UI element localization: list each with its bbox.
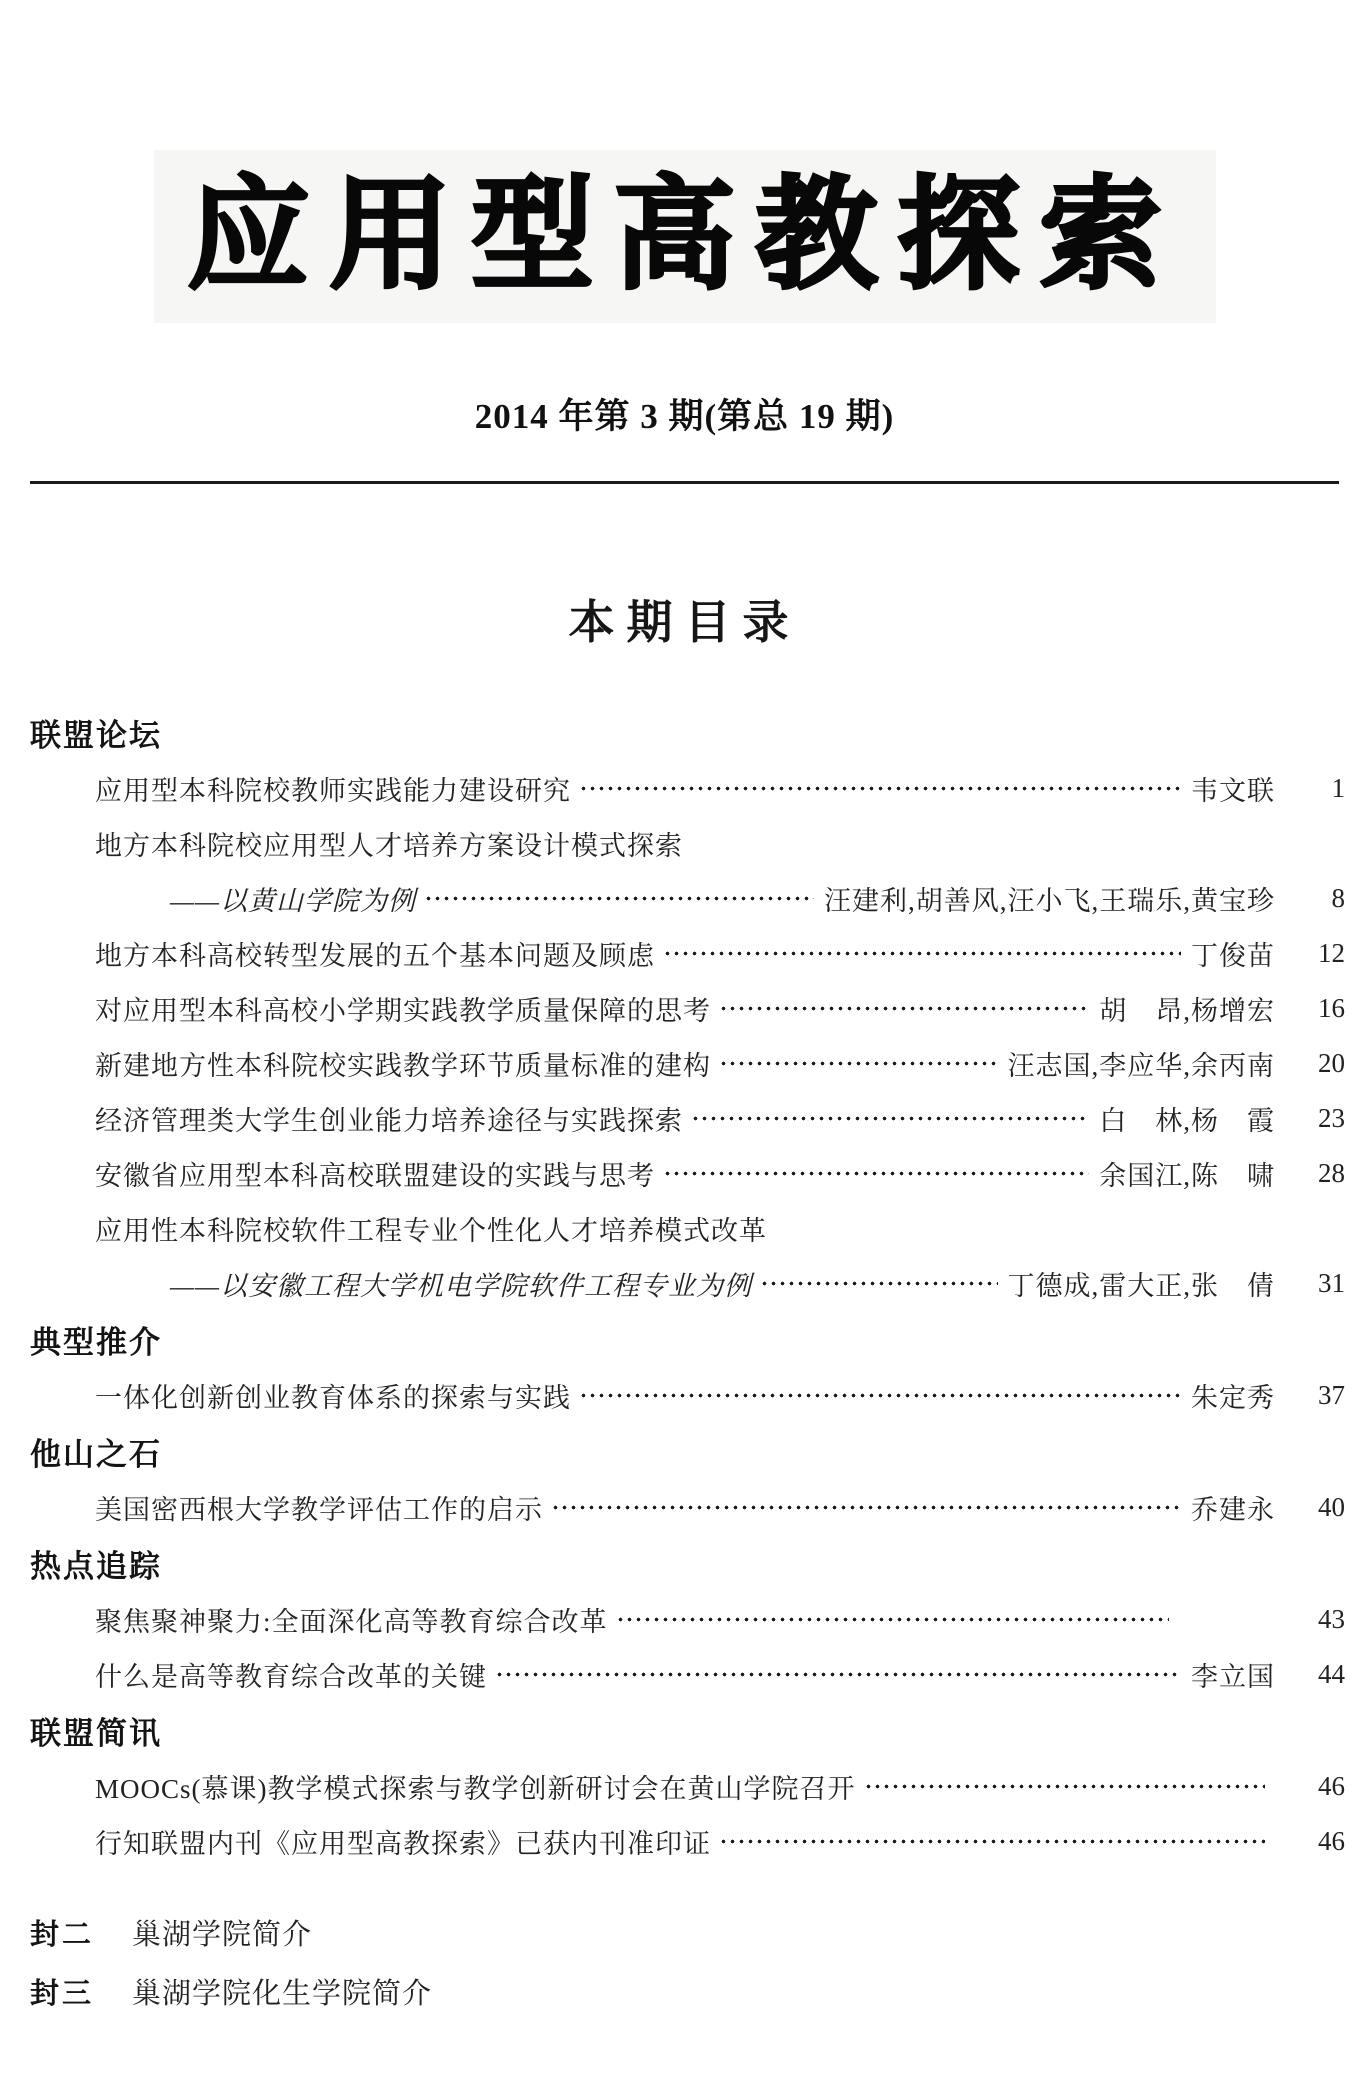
dot-leader [691,1112,1089,1124]
entry-title: 安徽省应用型本科高校联盟建设的实践与思考 [95,1160,655,1191]
section-label: 典型推介 [30,1324,162,1360]
dot-leader [495,1668,1181,1680]
entry-subtitle: ——以安徽工程大学机电学院软件工程专业为例 [170,1270,753,1301]
entry-authors: 丁德成,雷大正,张 倩 [1007,1270,1275,1301]
entry-page: 43 [1318,1603,1345,1634]
toc-entry [30,1201,1345,1256]
entry-page: 8 [1331,882,1345,913]
entry-authors: 汪志国,李应华,余丙南 [1007,1050,1275,1081]
dot-leader [719,1002,1089,1014]
toc-entry [30,1036,1345,1091]
toc-entry-subtitle [30,871,1345,926]
dot-leader [663,947,1181,959]
dot-leader [424,892,814,904]
entry-page: 28 [1318,1157,1345,1188]
entry-title: 对应用型本科高校小学期实践教学质量保障的思考 [95,995,711,1026]
section-label: 联盟论坛 [30,717,162,753]
cover-label: 封三 [30,1977,95,2010]
cover-note [30,1962,1369,2021]
entry-page: 37 [1318,1379,1345,1410]
toc-entry [30,1592,1345,1647]
entry-title: 地方本科高校转型发展的五个基本问题及顾虑 [95,940,655,971]
cover-notes [0,1903,1369,2021]
entry-page: 40 [1318,1491,1345,1522]
entry-title: 应用型本科院校教师实践能力建设研究 [95,775,571,806]
entry-authors: 朱定秀 [1191,1382,1275,1413]
entry-page: 44 [1318,1658,1345,1689]
dot-leader [616,1613,1169,1625]
entry-title: 新建地方性本科院校实践教学环节质量标准的建构 [95,1050,711,1081]
entry-page: 31 [1318,1267,1345,1298]
entry-page: 46 [1318,1825,1345,1856]
cover-label: 封二 [30,1918,95,1951]
toc-entry [30,1368,1345,1423]
entry-page: 23 [1318,1102,1345,1133]
entry-title: MOOCs(慕课)教学模式探索与教学创新研讨会在黄山学院召开 [95,1773,856,1804]
entry-authors: 乔建永 [1191,1494,1275,1525]
table-of-contents [0,704,1369,1869]
cover-note [30,1903,1369,1962]
dot-leader [864,1780,1265,1792]
entry-authors: 白 林,杨 霞 [1099,1105,1275,1136]
toc-entry [30,1146,1345,1201]
section-label: 热点追踪 [30,1548,162,1584]
toc-heading: 本期目录 [568,595,801,648]
dot-leader [663,1167,1089,1179]
toc-entry-subtitle [30,1256,1345,1311]
dot-leader [719,1057,998,1069]
entry-page: 12 [1318,937,1345,968]
cover-text: 巢湖学院化生学院简介 [132,1977,433,2010]
section-label: 他山之石 [30,1436,162,1472]
divider-rule [30,481,1339,484]
toc-entry [30,1759,1345,1814]
entry-title: 地方本科院校应用型人才培养方案设计模式探索 [95,830,683,861]
entry-authors: 丁俊苗 [1191,940,1275,971]
entry-page: 1 [1331,772,1345,803]
entry-page: 20 [1318,1047,1345,1078]
toc-entry [30,1091,1345,1146]
masthead [0,150,1369,323]
entry-title: 什么是高等教育综合改革的关键 [95,1661,487,1692]
dot-leader [719,1835,1265,1847]
issue-line: 2014 年第 3 期(第总 19 期) [474,396,895,436]
entry-authors: 韦文联 [1191,775,1275,806]
entry-authors: 胡 昂,杨增宏 [1099,995,1275,1026]
dot-leader [579,782,1181,794]
journal-logo: 应用型高教探索 [154,150,1216,323]
entry-authors: 李立国 [1191,1661,1275,1692]
entry-title: 聚焦聚神聚力:全面深化高等教育综合改革 [95,1606,608,1637]
entry-page: 46 [1318,1770,1345,1801]
dot-leader [579,1389,1181,1401]
entry-authors: 余国江,陈 啸 [1099,1160,1275,1191]
dot-leader [551,1501,1181,1513]
toc-entry [30,1647,1345,1702]
entry-subtitle: ——以黄山学院为例 [170,885,417,916]
entry-title: 一体化创新创业教育体系的探索与实践 [95,1382,571,1413]
toc-entry [30,816,1345,871]
dot-leader [760,1277,997,1289]
entry-title: 美国密西根大学教学评估工作的启示 [95,1494,543,1525]
toc-entry [30,761,1345,816]
section-label: 联盟简讯 [30,1715,162,1751]
entry-title: 经济管理类大学生创业能力培养途径与实践探索 [95,1105,683,1136]
cover-text: 巢湖学院简介 [132,1918,313,1951]
toc-entry [30,1480,1345,1535]
entry-authors: 汪建利,胡善风,汪小飞,王瑞乐,黄宝珍 [824,885,1275,916]
entry-page: 16 [1318,992,1345,1023]
toc-entry [30,981,1345,1036]
toc-entry [30,926,1345,981]
entry-title: 应用性本科院校软件工程专业个性化人才培养模式改革 [95,1215,767,1246]
entry-title: 行知联盟内刊《应用型高教探索》已获内刊准印证 [95,1828,711,1859]
toc-entry [30,1814,1345,1869]
